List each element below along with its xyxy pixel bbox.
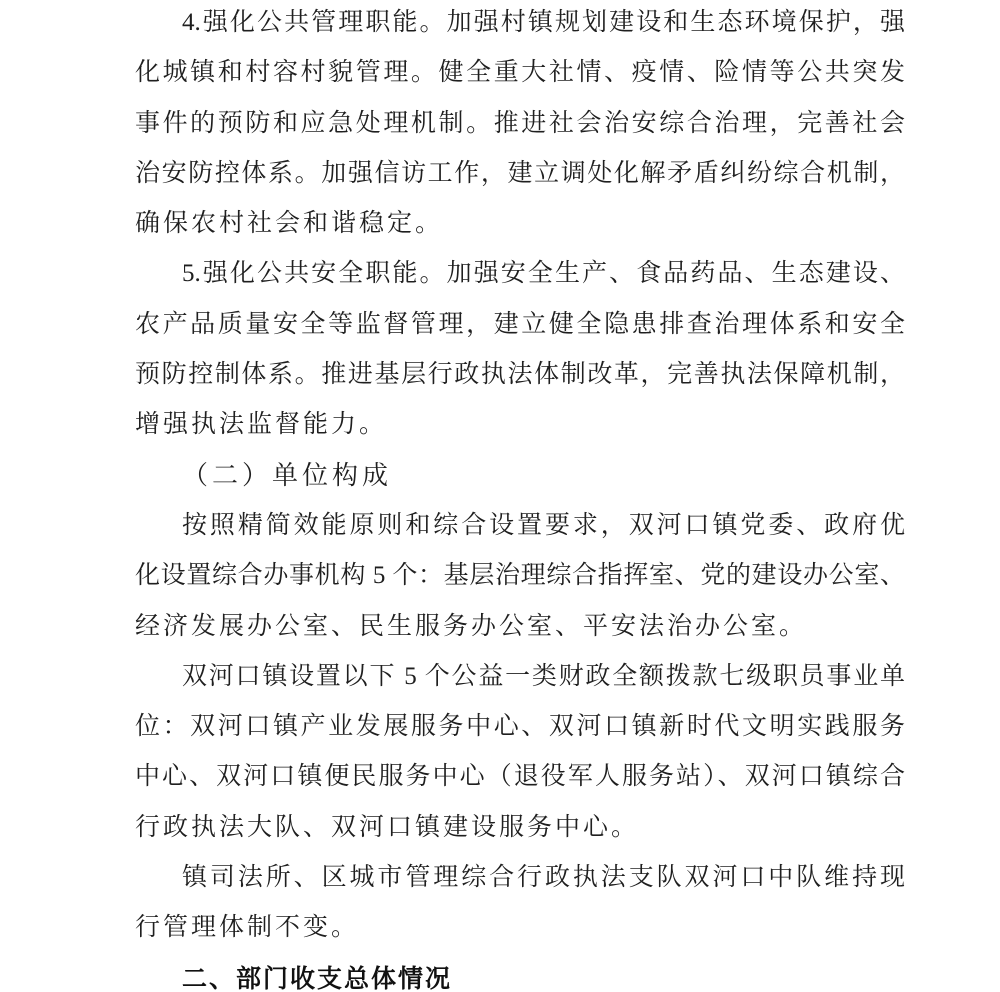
text-line: 确保农村社会和谐稳定。 [135,210,444,238]
text-line: 4.强化公共管理职能。加强村镇规划建设和生态环境保护，强 [182,9,905,36]
text-line: 预防控制体系。推进基层行政执法体制改革，完善执法保障机制， [135,361,905,389]
text-line: 农产品质量安全等监督管理，建立健全隐患排查治理体系和安全 [135,310,905,338]
text-line: 5.强化公共安全职能。加强安全生产、食品药品、生态建设、 [182,260,905,288]
text-line: 行政执法大队、双河口镇建设服务中心。 [135,813,640,841]
text-line: （二）单位构成 [182,460,393,490]
text-line: 中心、双河口镇便民服务中心（退役军人服务站）、双河口镇综合 [135,763,905,791]
text-line: 治安防控体系。加强信访工作，建立调处化解矛盾纠纷综合机制， [135,159,905,187]
text-line: 行管理体制不变。 [135,914,360,942]
text-line: 事件的预防和应急处理机制。推进社会治安综合治理，完善社会 [135,109,905,137]
text-line: 二、部门收支总体情况 [182,964,453,992]
text-line: 化设置综合办事机构 5 个：基层治理综合指挥室、党的建设办公室、 [135,562,905,590]
text-line: 经济发展办公室、民生服务办公室、平安法治办公室。 [135,612,808,640]
text-line: 化城镇和村容村貌管理。健全重大社情、疫情、险情等公共突发 [135,59,905,87]
text-line: 增强执法监督能力。 [135,411,388,439]
text-line: 双河口镇设置以下 5 个公益一类财政全额拨款七级职员事业单 [182,662,905,690]
text-line: 按照精简效能原则和综合设置要求，双河口镇党委、政府优 [182,511,905,539]
text-line: 镇司法所、区城市管理综合行政执法支队双河口中队维持现 [182,864,905,892]
document-text-block [135,0,905,992]
text-line: 位：双河口镇产业发展服务中心、双河口镇新时代文明实践服务 [135,713,905,741]
